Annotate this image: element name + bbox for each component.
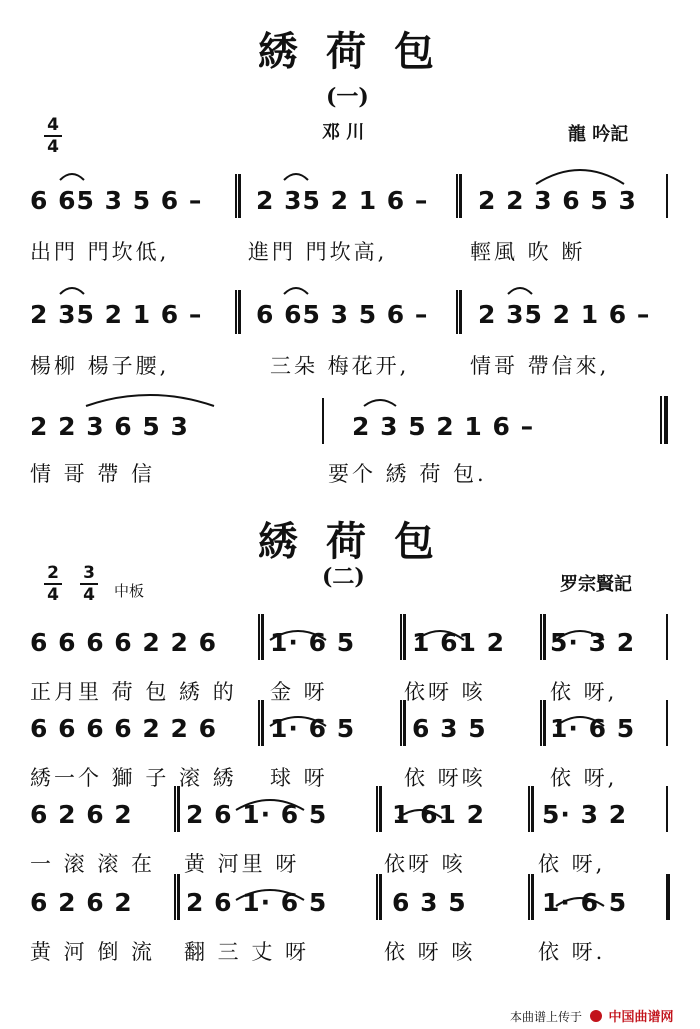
song1-line2-lyric2: 三朵 梅花开, [270,354,410,378]
song2-line3-measure2-notes: 2 6 1· 6 5 [186,800,328,829]
song1-line2-measure3-notes: 2 35 2 1 6 – [478,300,651,329]
song1-line2-measure1-notes: 2 35 2 1 6 – [30,300,203,329]
song1-line3-measure2-notes: 2 3 5 2 1 6 – [352,412,535,441]
song2-part: (二) [322,564,365,590]
slur [536,170,624,184]
slur [398,810,442,818]
song2-line1-lyric3: 依呀 咳 [404,680,486,704]
time-sig-top: 4 [47,115,59,135]
song2-line3-lyric3: 依呀 咳 [384,852,466,876]
song1-line1-lyric3: 輕風 吹 断 [470,240,586,264]
song2-line4-measure1-notes: 6 2 6 2 [30,888,133,917]
song1-line3-lyric2: 要个 綉 荷 包. [328,462,487,486]
time-sig-bottom: 4 [47,585,59,605]
song2-line1-measure1-notes: 6 6 6 6 2 2 6 [30,628,217,657]
slur [60,288,84,294]
slur [270,717,326,726]
slur [284,174,308,180]
song2-line1-measure4-notes: 5· 3 2 [550,628,636,657]
slur [60,174,84,180]
slur [86,395,214,406]
site-logo[interactable] [590,1006,674,1025]
song2-line2-lyric3: 依 呀咳 [404,766,486,790]
song1-line1-measure2-notes: 2 35 2 1 6 – [256,186,429,215]
song1-line2-measure2-notes: 6 65 3 5 6 – [256,300,429,329]
song2-line4-lyric4: 依 呀. [538,940,606,964]
slur [236,800,304,810]
song2-line2-lyric4: 依 呀, [550,766,618,790]
slur [556,717,604,726]
song1-line2-lyric3: 情哥 帶信來, [470,354,610,378]
song1-region: 邓 川 [322,122,365,143]
song2-line3-lyric1: 一 滚 滚 在 [30,852,156,876]
song2-line2-measure3-notes: 6 3 5 [412,714,487,743]
song1-line3-measure1-notes: 2 2 3 6 5 3 [30,412,189,441]
song2-recorder: 罗宗賢記 [560,574,632,595]
logo-icon [590,1010,602,1022]
song1-line1-measure3-notes: 2 2 3 6 5 3 [478,186,637,215]
song1-line3-lyric1: 情 哥 帶 信 [30,462,156,486]
song2-line2-measure2-notes: 1· 6 5 [270,714,356,743]
song2-line4-lyric2: 翻 三 丈 呀 [184,940,310,964]
song2-line1-measure3-notes: 1 61 2 [412,628,505,657]
song2-line3-measure1-notes: 6 2 6 2 [30,800,133,829]
slur [508,288,532,294]
song2-line2-lyric1: 綉一个 獅 子 滚 綉 [30,766,237,790]
song1-recorder: 龍 吟記 [568,124,629,145]
song2-line3-lyric4: 依 呀, [538,852,606,876]
song2-title: 綉荷包 [258,518,462,565]
song2-line3-lyric2: 黄 河里 呀 [184,852,300,876]
song2-line4-lyric3: 依 呀 咳 [384,940,476,964]
song1-title: 綉荷包 [258,28,462,75]
footer-uploaded-text: 本曲谱上传于 [510,1010,583,1024]
song2-line1-lyric1: 正月里 荷 包 綉 的 [30,680,237,704]
song2-tempo: 中板 [114,582,145,600]
song2-line1-measure2-notes: 1· 6 5 [270,628,356,657]
song2-line4-lyric1: 黄 河 倒 流 [30,940,156,964]
song2-line1-lyric4: 依 呀, [550,680,618,704]
site-name: 中国曲谱网 [608,1010,674,1025]
time-sig-top: 2 [47,563,59,583]
song1-part: (一) [326,84,369,110]
song2-line4-measure3-notes: 6 3 5 [392,888,467,917]
song1-line1-lyric2: 進門 門坎高, [248,240,388,264]
song1-line1-measure1-notes: 6 65 3 5 6 – [30,186,203,215]
song2-line1-lyric2: 金 呀 [270,680,328,704]
song2-line4-measure2-notes: 2 6 1· 6 5 [186,888,328,917]
song1-line1-lyric1: 出門 門坎低, [30,240,170,264]
song2-line2-lyric2: 球 呀 [270,766,328,790]
song1-line2-lyric1: 楊柳 楊子腰, [30,354,170,378]
slur [556,898,604,906]
slur [270,631,326,640]
song2-line2-measure4-notes: 1· 6 5 [550,714,636,743]
song2-line3-measure4-notes: 5· 3 2 [542,800,628,829]
song2-line2-measure1-notes: 6 6 6 6 2 2 6 [30,714,217,743]
slur [364,400,396,406]
time-sig-bottom: 4 [83,585,95,605]
song2-line3-measure3-notes: 1 61 2 [392,800,485,829]
slur [284,288,308,294]
time-sig-bottom: 4 [47,137,59,157]
slur [236,890,304,900]
time-sig-top: 3 [83,563,95,583]
song2-line4-measure4-notes: 1· 6 5 [542,888,628,917]
slur [556,631,604,640]
slur [416,631,464,640]
